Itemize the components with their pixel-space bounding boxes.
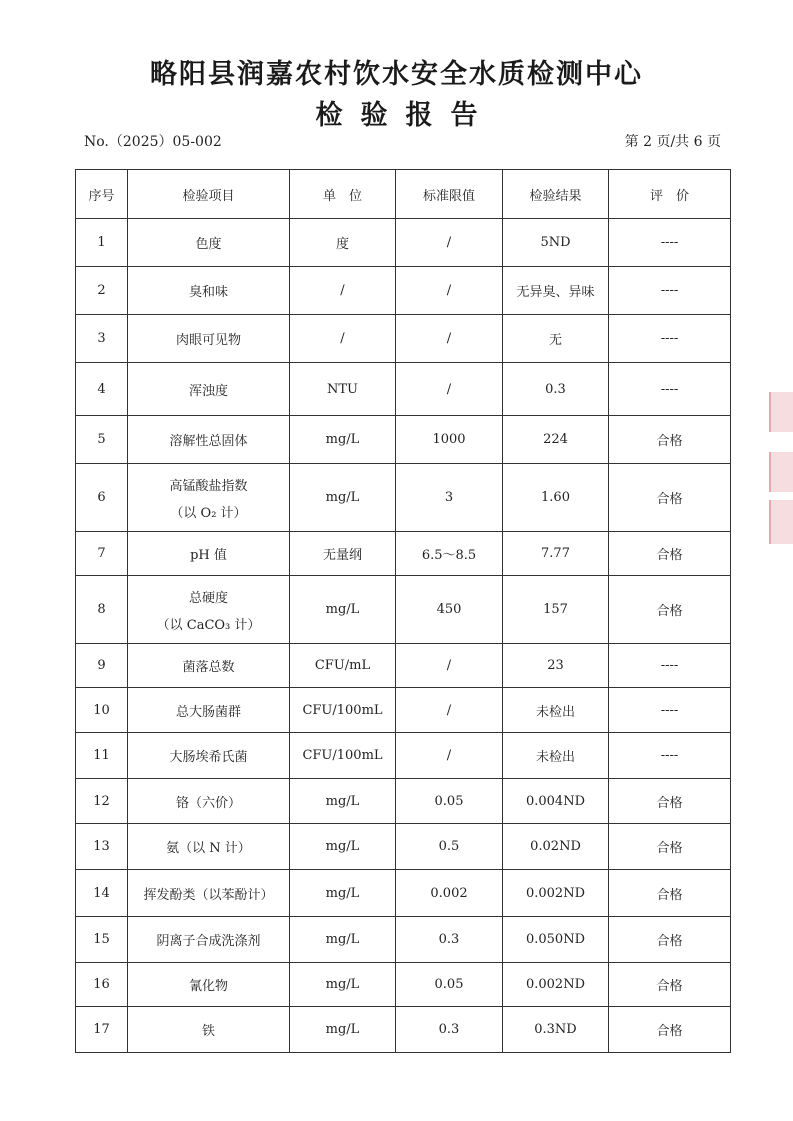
unit-cell: CFU/100mL bbox=[290, 733, 396, 779]
test-item-note: （以 CaCO₃ 计） bbox=[156, 617, 261, 633]
table-row bbox=[76, 315, 731, 363]
result-cell: 0.3ND bbox=[503, 1007, 609, 1053]
test-item-name: 臭和味 bbox=[188, 285, 228, 300]
result-cell: 0.002ND bbox=[503, 870, 609, 917]
table-row bbox=[76, 688, 731, 733]
row-number: 5 bbox=[76, 416, 128, 464]
test-item-name: 阴离子合成洗涤剂 bbox=[156, 934, 261, 949]
table-row bbox=[76, 963, 731, 1007]
result-cell: 1.60 bbox=[503, 464, 609, 532]
table-header-row bbox=[76, 170, 731, 219]
seal-fragment bbox=[769, 500, 793, 544]
row-number: 3 bbox=[76, 315, 128, 363]
unit-cell: mg/L bbox=[290, 1007, 396, 1053]
test-item-name: 溶解性总固体 bbox=[169, 434, 248, 449]
limit-cell: 3 bbox=[396, 464, 503, 532]
evaluation-cell: 合格 bbox=[609, 1007, 731, 1053]
row-number: 4 bbox=[76, 363, 128, 416]
test-item bbox=[128, 363, 290, 416]
table-row bbox=[76, 267, 731, 315]
test-item-name: 铁 bbox=[201, 1024, 215, 1039]
evaluation-cell: ---- bbox=[609, 733, 731, 779]
test-item-name: 挥发酚类（以苯酚计） bbox=[143, 887, 274, 903]
header-limit: 标准限值 bbox=[396, 170, 503, 219]
row-number: 9 bbox=[76, 644, 128, 688]
table-row bbox=[76, 870, 731, 917]
test-item bbox=[128, 219, 290, 267]
test-item bbox=[128, 644, 290, 688]
limit-cell: 0.3 bbox=[396, 1007, 503, 1053]
table-row bbox=[76, 576, 731, 644]
row-number: 14 bbox=[76, 870, 128, 917]
seal-fragment bbox=[769, 392, 793, 432]
result-cell: 5ND bbox=[503, 219, 609, 267]
unit-cell: NTU bbox=[290, 363, 396, 416]
evaluation-cell: 合格 bbox=[609, 917, 731, 963]
page-number: 第 2 页/共 6 页 bbox=[624, 134, 721, 150]
document-number: No.（2025）05-002 bbox=[84, 134, 222, 150]
unit-cell: 度 bbox=[290, 219, 396, 267]
table-row bbox=[76, 464, 731, 532]
row-number: 2 bbox=[76, 267, 128, 315]
header-result: 检验结果 bbox=[503, 170, 609, 219]
limit-cell: 0.3 bbox=[396, 917, 503, 963]
row-number: 17 bbox=[76, 1007, 128, 1053]
result-cell: 224 bbox=[503, 416, 609, 464]
unit-cell: mg/L bbox=[290, 464, 396, 532]
result-cell: 0.004ND bbox=[503, 779, 609, 824]
test-item bbox=[128, 824, 290, 870]
test-item bbox=[128, 688, 290, 733]
test-item bbox=[128, 779, 290, 824]
unit-cell: CFU/mL bbox=[290, 644, 396, 688]
unit-cell: mg/L bbox=[290, 824, 396, 870]
result-cell: 未检出 bbox=[503, 733, 609, 779]
row-number: 1 bbox=[76, 219, 128, 267]
limit-cell: 450 bbox=[396, 576, 503, 644]
test-item-name: 菌落总数 bbox=[182, 660, 235, 675]
evaluation-cell: ---- bbox=[609, 267, 731, 315]
evaluation-cell: 合格 bbox=[609, 963, 731, 1007]
limit-cell: 0.05 bbox=[396, 963, 503, 1007]
test-item bbox=[128, 267, 290, 315]
result-cell: 0.002ND bbox=[503, 963, 609, 1007]
limit-cell: 0.002 bbox=[396, 870, 503, 917]
result-cell: 23 bbox=[503, 644, 609, 688]
limit-cell: / bbox=[396, 733, 503, 779]
row-number: 10 bbox=[76, 688, 128, 733]
evaluation-cell: 合格 bbox=[609, 576, 731, 644]
evaluation-cell: ---- bbox=[609, 688, 731, 733]
result-cell: 未检出 bbox=[503, 688, 609, 733]
unit-cell: mg/L bbox=[290, 576, 396, 644]
table-body bbox=[76, 219, 731, 1053]
header-eval: 评 价 bbox=[609, 170, 731, 219]
test-item-name: 总硬度 bbox=[188, 590, 228, 606]
limit-cell: 6.5～8.5 bbox=[396, 532, 503, 576]
limit-cell: 0.5 bbox=[396, 824, 503, 870]
result-cell: 0.3 bbox=[503, 363, 609, 416]
table-row bbox=[76, 824, 731, 870]
test-item bbox=[128, 917, 290, 963]
evaluation-cell: 合格 bbox=[609, 779, 731, 824]
limit-cell: / bbox=[396, 644, 503, 688]
header-item: 检验项目 bbox=[128, 170, 290, 219]
test-item-name: 总大肠菌群 bbox=[175, 704, 241, 720]
header-unit: 单 位 bbox=[290, 170, 396, 219]
limit-cell: 0.05 bbox=[396, 779, 503, 824]
evaluation-cell: 合格 bbox=[609, 824, 731, 870]
limit-cell: / bbox=[396, 267, 503, 315]
result-cell: 157 bbox=[503, 576, 609, 644]
table-row bbox=[76, 532, 731, 576]
result-cell: 0.050ND bbox=[503, 917, 609, 963]
table-row bbox=[76, 779, 731, 824]
limit-cell: / bbox=[396, 688, 503, 733]
result-cell: 0.02ND bbox=[503, 824, 609, 870]
evaluation-cell: ---- bbox=[609, 363, 731, 416]
org-title: 略阳县润嘉农村饮水安全水质检测中心 bbox=[150, 59, 643, 90]
row-number: 7 bbox=[76, 532, 128, 576]
table-row bbox=[76, 416, 731, 464]
row-number: 11 bbox=[76, 733, 128, 779]
unit-cell: mg/L bbox=[290, 416, 396, 464]
limit-cell: / bbox=[396, 315, 503, 363]
unit-cell: CFU/100mL bbox=[290, 688, 396, 733]
evaluation-cell: 合格 bbox=[609, 416, 731, 464]
evaluation-cell: ---- bbox=[609, 315, 731, 363]
row-number: 13 bbox=[76, 824, 128, 870]
row-number: 8 bbox=[76, 576, 128, 644]
evaluation-cell: 合格 bbox=[609, 532, 731, 576]
table-row bbox=[76, 1007, 731, 1053]
limit-cell: / bbox=[396, 363, 503, 416]
unit-cell: mg/L bbox=[290, 870, 396, 917]
evaluation-cell: ---- bbox=[609, 219, 731, 267]
test-item bbox=[128, 576, 290, 644]
test-item bbox=[128, 870, 290, 917]
evaluation-cell: 合格 bbox=[609, 464, 731, 532]
header-no: 序号 bbox=[76, 170, 128, 219]
report-title: 检验报告 bbox=[315, 100, 496, 131]
row-number: 6 bbox=[76, 464, 128, 532]
limit-cell: 1000 bbox=[396, 416, 503, 464]
test-item-name: 浑浊度 bbox=[188, 383, 228, 399]
test-item bbox=[128, 464, 290, 532]
table-row bbox=[76, 917, 731, 963]
table-row bbox=[76, 733, 731, 779]
table-row bbox=[76, 644, 731, 688]
test-item-name: 高锰酸盐指数 bbox=[169, 478, 248, 494]
unit-cell: mg/L bbox=[290, 779, 396, 824]
test-item bbox=[128, 416, 290, 464]
test-item-name: 大肠埃希氏菌 bbox=[169, 750, 248, 765]
evaluation-cell: ---- bbox=[609, 644, 731, 688]
test-item-name: 色度 bbox=[195, 237, 222, 252]
test-item-name: 氨（以 N 计） bbox=[166, 841, 251, 856]
evaluation-cell: 合格 bbox=[609, 870, 731, 917]
row-number: 16 bbox=[76, 963, 128, 1007]
test-item-note: （以 O₂ 计） bbox=[170, 505, 247, 521]
test-item-name: 铬（六价） bbox=[175, 795, 241, 811]
results-table bbox=[75, 169, 731, 1053]
test-item-name: 氰化物 bbox=[188, 979, 228, 994]
unit-cell: 无量纲 bbox=[290, 532, 396, 576]
table-row bbox=[76, 219, 731, 267]
test-item-name: 肉眼可见物 bbox=[175, 333, 241, 348]
test-item bbox=[128, 532, 290, 576]
result-cell: 7.77 bbox=[503, 532, 609, 576]
unit-cell: / bbox=[290, 267, 396, 315]
unit-cell: mg/L bbox=[290, 917, 396, 963]
unit-cell: / bbox=[290, 315, 396, 363]
limit-cell: / bbox=[396, 219, 503, 267]
test-item bbox=[128, 1007, 290, 1053]
seal-fragment bbox=[769, 452, 793, 492]
unit-cell: mg/L bbox=[290, 963, 396, 1007]
result-cell: 无 bbox=[503, 315, 609, 363]
test-item bbox=[128, 733, 290, 779]
test-item bbox=[128, 963, 290, 1007]
row-number: 12 bbox=[76, 779, 128, 824]
test-item bbox=[128, 315, 290, 363]
table-row bbox=[76, 363, 731, 416]
result-cell: 无异臭、异味 bbox=[503, 267, 609, 315]
row-number: 15 bbox=[76, 917, 128, 963]
test-item-name: pH 值 bbox=[190, 548, 227, 563]
